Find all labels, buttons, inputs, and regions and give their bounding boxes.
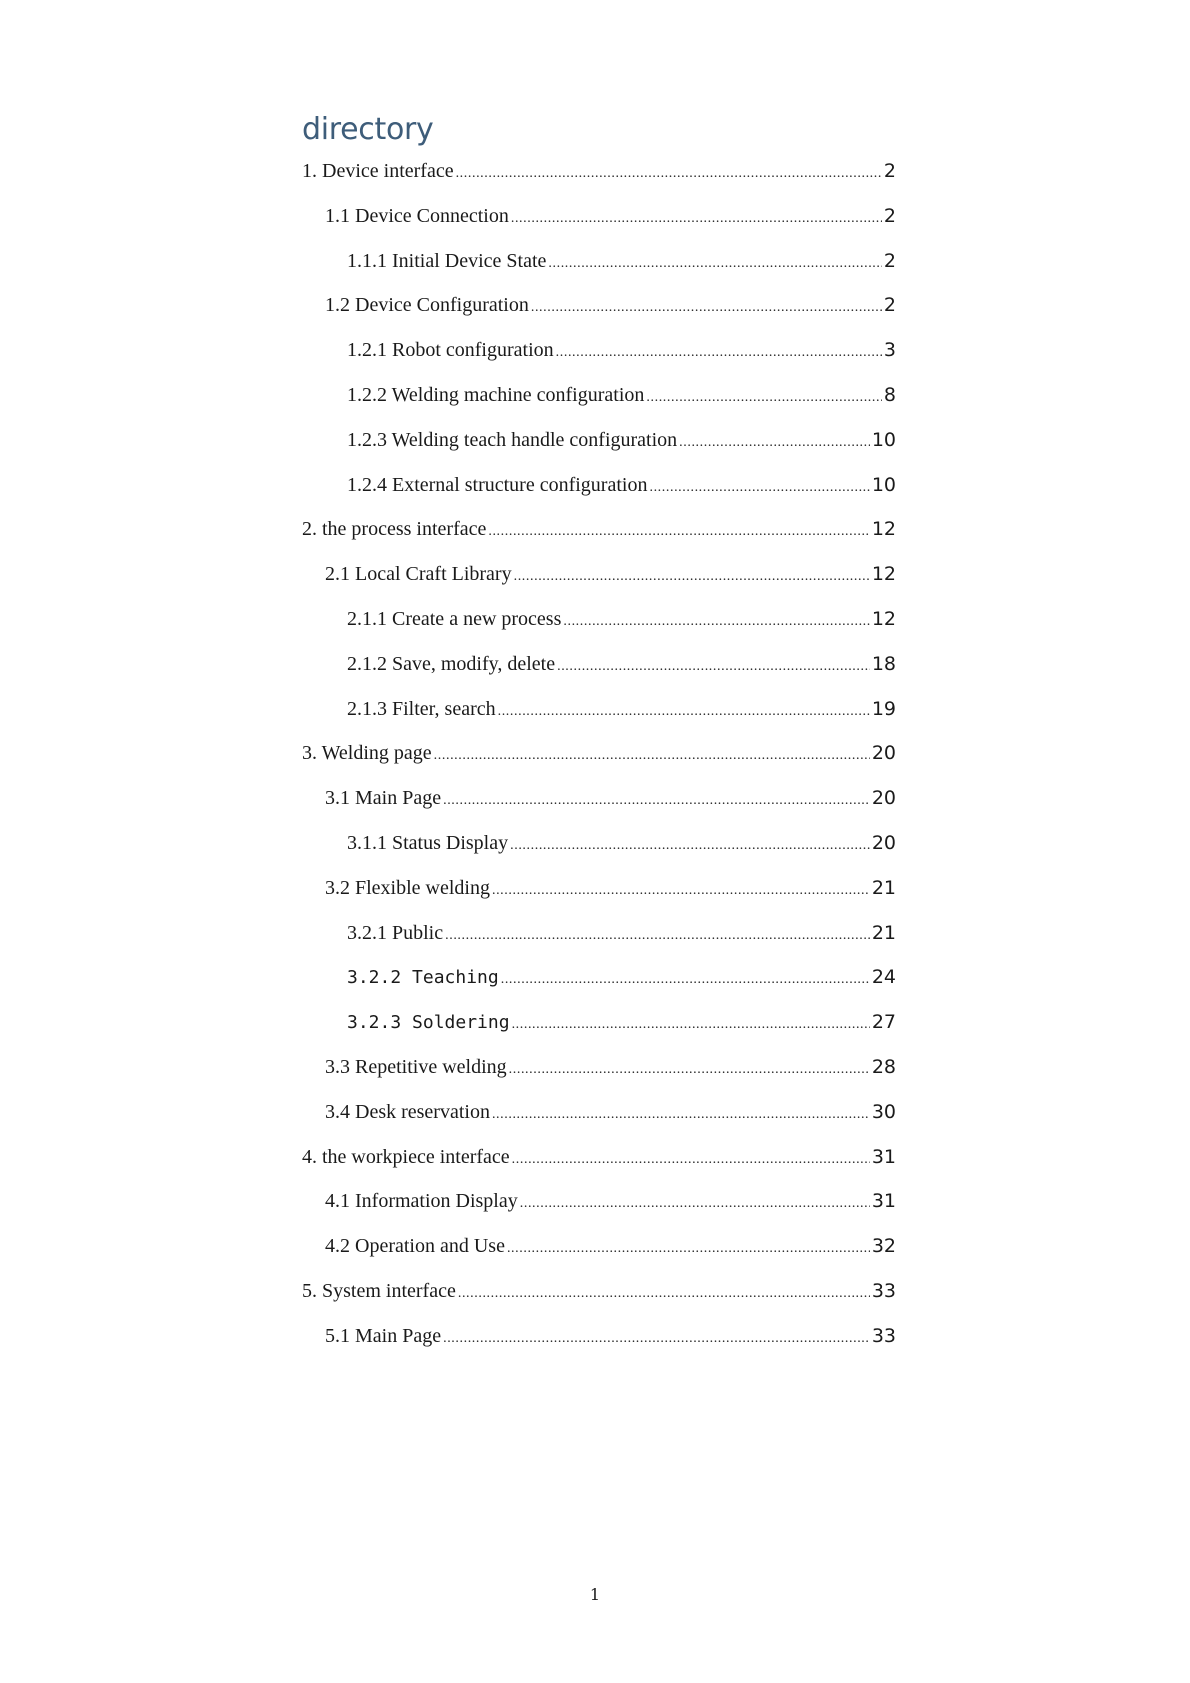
toc-entry-page: 30: [871, 1100, 896, 1123]
dot-leader: [520, 1197, 870, 1217]
toc-entry[interactable]: [302, 832, 896, 877]
toc-entry-title: 1.2.4 External structure configuration: [347, 473, 648, 496]
toc-entry-title: 2.1.2 Save, modify, delete: [347, 652, 556, 675]
toc-entry[interactable]: [302, 742, 896, 787]
toc-entry[interactable]: [302, 384, 896, 429]
toc-entry-title: 3.2 Flexible welding: [325, 876, 490, 899]
toc-entry-page: 21: [871, 876, 896, 899]
dot-leader: [563, 615, 869, 635]
toc-entry-page: 2: [883, 249, 896, 272]
toc-entry[interactable]: [302, 1011, 896, 1056]
toc-entry-title: 5.1 Main Page: [325, 1324, 442, 1347]
toc-entry[interactable]: [302, 474, 896, 519]
dot-leader: [434, 749, 870, 769]
toc-entry[interactable]: [302, 563, 896, 608]
toc-entry-page: 2: [883, 204, 896, 227]
toc-entry[interactable]: [302, 160, 896, 205]
dot-leader: [443, 1332, 870, 1352]
toc-entry-title: 4.1 Information Display: [325, 1190, 518, 1213]
dot-leader: [443, 794, 870, 814]
toc-entry-title: 2.1.1 Create a new process: [347, 607, 562, 630]
dot-leader: [498, 705, 870, 725]
toc-entry[interactable]: [302, 1235, 896, 1280]
toc-entry[interactable]: [302, 877, 896, 922]
dot-leader: [557, 660, 870, 680]
dot-leader: [492, 884, 870, 904]
toc-entry-title: 1.2 Device Configuration: [325, 294, 529, 317]
toc-entry-page: 8: [883, 383, 896, 406]
toc-entry[interactable]: [302, 1190, 896, 1235]
toc-entry-page: 19: [871, 697, 896, 720]
dot-leader: [556, 346, 882, 366]
toc-entry-page: 20: [871, 787, 896, 810]
dot-leader: [458, 1287, 870, 1307]
dot-leader: [649, 481, 869, 501]
toc-entry[interactable]: [302, 205, 896, 250]
toc-entry[interactable]: [302, 698, 896, 743]
toc-entry-page: 20: [871, 831, 896, 854]
toc-entry-title: 3.1.1 Status Display: [347, 831, 509, 854]
dot-leader: [679, 436, 870, 456]
toc-entry-title: 2. the process interface: [302, 518, 487, 541]
toc-entry-title: 3.2.1 Public: [347, 921, 444, 944]
toc-entry-page: 12: [871, 607, 896, 630]
toc-entry-title: 3. Welding page: [302, 742, 432, 765]
toc-entry-title: 2.1.3 Filter, search: [347, 697, 496, 720]
toc-entry[interactable]: [302, 1280, 896, 1325]
toc-entry-page: 27: [871, 1011, 896, 1034]
toc-entry-page: 24: [871, 966, 896, 989]
toc-entry-title: 3.2.2 Teaching: [347, 967, 499, 989]
toc-entry[interactable]: [302, 1146, 896, 1191]
toc-entry-page: 18: [871, 652, 896, 675]
toc-heading: directory: [302, 112, 434, 147]
dot-leader: [510, 839, 870, 859]
page-number: 1: [589, 1585, 601, 1604]
toc-entry-title: 3.4 Desk reservation: [325, 1100, 490, 1123]
dot-leader: [488, 525, 869, 545]
dot-leader: [456, 167, 882, 187]
dot-leader: [507, 1242, 870, 1262]
toc-entry[interactable]: [302, 518, 896, 563]
toc-entry-title: 5. System interface: [302, 1279, 456, 1302]
toc-entry-title: 1.1.1 Initial Device State: [347, 249, 547, 272]
toc-entry-title: 3.2.3 Soldering: [347, 1012, 510, 1034]
toc-entry[interactable]: [302, 653, 896, 698]
toc-entry[interactable]: [302, 250, 896, 295]
dot-leader: [445, 929, 870, 949]
dot-leader: [492, 1108, 870, 1128]
toc-entry-title: 4. the workpiece interface: [302, 1145, 510, 1168]
dot-leader: [531, 301, 882, 321]
toc-entry-page: 32: [871, 1235, 896, 1258]
toc-entry-title: 1.2.1 Robot configuration: [347, 339, 554, 362]
toc-entry-page: 2: [883, 294, 896, 317]
toc-entry-page: 33: [871, 1324, 896, 1347]
toc-entry[interactable]: [302, 1101, 896, 1146]
dot-leader: [646, 391, 882, 411]
toc-entry[interactable]: [302, 922, 896, 967]
toc-entry-page: 3: [883, 339, 896, 362]
table-of-contents: [302, 160, 896, 1370]
toc-entry-page: 12: [871, 518, 896, 541]
toc-entry-page: 28: [871, 1055, 896, 1078]
toc-entry[interactable]: [302, 1056, 896, 1101]
toc-entry-title: 2.1 Local Craft Library: [325, 563, 512, 586]
toc-entry-title: 3.3 Repetitive welding: [325, 1055, 507, 1078]
toc-entry-page: 12: [871, 563, 896, 586]
toc-entry-title: 1.1 Device Connection: [325, 204, 509, 227]
toc-entry-page: 31: [871, 1190, 896, 1213]
toc-entry-page: 2: [883, 160, 896, 182]
dot-leader: [501, 973, 870, 993]
toc-entry-page: 20: [871, 742, 896, 765]
toc-entry[interactable]: [302, 429, 896, 474]
toc-entry-page: 31: [871, 1145, 896, 1168]
dot-leader: [548, 257, 882, 277]
dot-leader: [509, 1063, 870, 1083]
toc-entry-title: 1.2.2 Welding machine configuration: [347, 383, 645, 406]
dot-leader: [512, 1018, 870, 1038]
toc-entry[interactable]: [302, 608, 896, 653]
toc-entry[interactable]: [302, 339, 896, 384]
toc-entry-page: 33: [871, 1279, 896, 1302]
toc-entry-page: 10: [871, 428, 896, 451]
toc-entry[interactable]: [302, 1325, 896, 1370]
toc-entry-title: 3.1 Main Page: [325, 787, 442, 810]
toc-entry[interactable]: [302, 966, 896, 1011]
dot-leader: [514, 570, 870, 590]
dot-leader: [511, 212, 882, 232]
toc-entry-title: 4.2 Operation and Use: [325, 1235, 505, 1258]
toc-entry[interactable]: [302, 787, 896, 832]
dot-leader: [512, 1153, 870, 1173]
toc-entry-title: 1.2.3 Welding teach handle configuration: [347, 428, 678, 451]
toc-entry[interactable]: [302, 294, 896, 339]
toc-entry-page: 10: [871, 473, 896, 496]
toc-entry-title: 1. Device interface: [302, 160, 454, 182]
toc-entry-page: 21: [871, 921, 896, 944]
